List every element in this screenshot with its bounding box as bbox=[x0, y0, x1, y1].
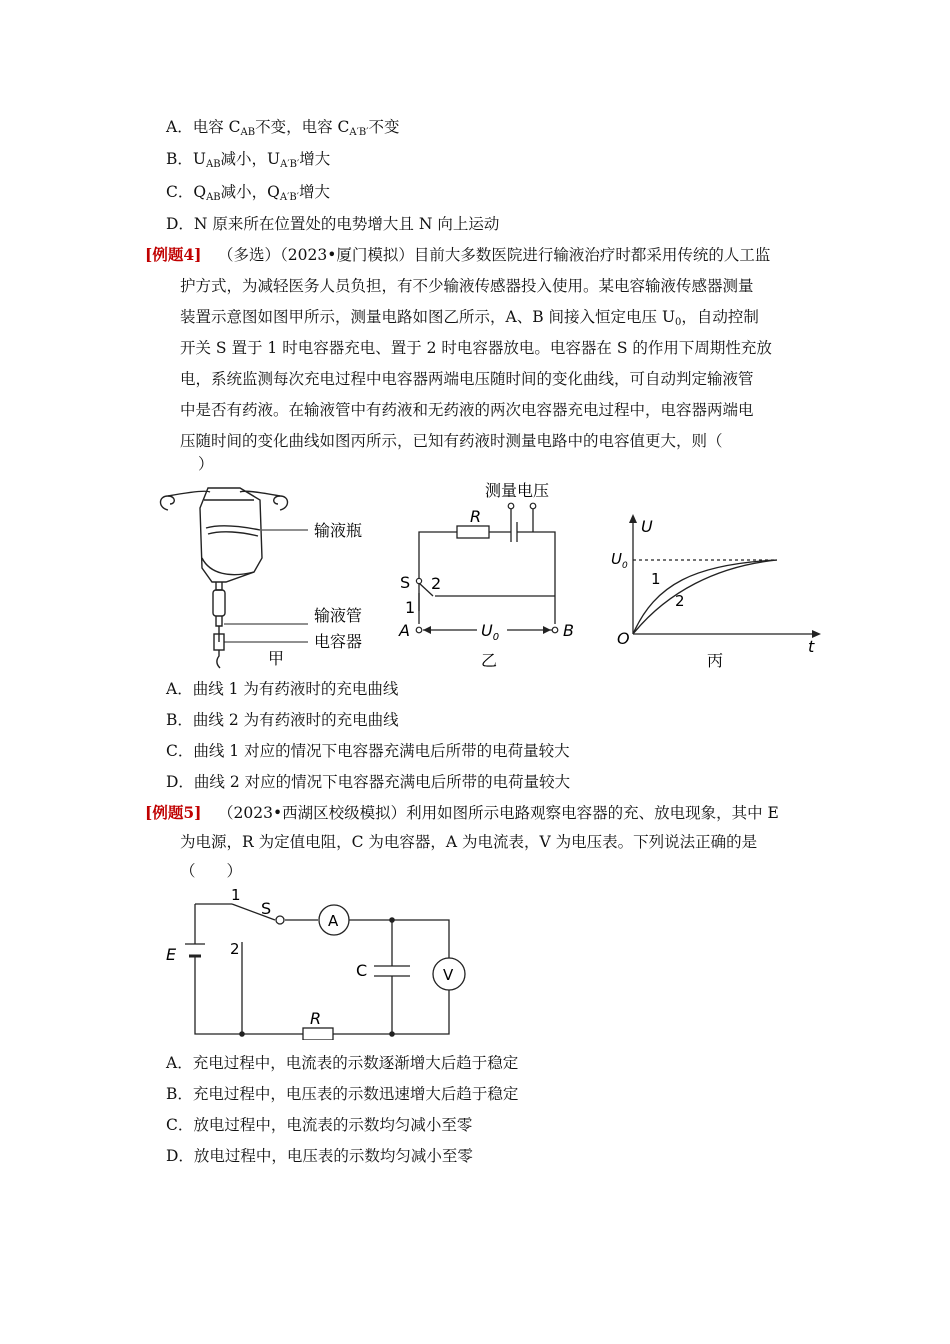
q4-line5: 电，系统监测每次充电过程中电容器两端电压随时间的变化曲线，可自动判定输液管 bbox=[180, 370, 754, 388]
label-q5-c: C bbox=[356, 961, 368, 980]
q4-line7: 压随时间的变化曲线如图丙所示，已知有药液时测量电路中的电容值更大，则（ bbox=[180, 432, 723, 450]
drip-chamber bbox=[213, 590, 225, 616]
label-1: 1 bbox=[405, 598, 416, 617]
figure-bing-voltage-time-graph bbox=[605, 512, 830, 674]
label-b: B bbox=[563, 621, 574, 640]
figure-q5-charging-circuit bbox=[160, 884, 480, 1040]
label-u-axis: U bbox=[641, 517, 653, 536]
label-u0: $U_0$ bbox=[481, 621, 500, 643]
arrow-right bbox=[543, 626, 551, 634]
label-origin: O bbox=[617, 629, 630, 648]
hanger-hook-right bbox=[274, 496, 288, 510]
label-2: 2 bbox=[431, 574, 442, 593]
hanger-hook-left bbox=[161, 496, 175, 510]
label-curve-2: 2 bbox=[675, 592, 685, 610]
label-t-axis: t bbox=[808, 637, 815, 656]
terminal-a bbox=[416, 627, 422, 633]
q5-line3: （ ） bbox=[180, 862, 243, 880]
q3-option-a: A．电容 $C_{AB}$不变，电容 $C_{A'B'}$不变 bbox=[166, 118, 400, 138]
q3-option-c: C．$Q_{AB}$减小，$Q_{A'B'}$增大 bbox=[166, 183, 331, 203]
label-capacitor: 电容器 bbox=[314, 632, 363, 651]
figure-yi-measuring-circuit bbox=[395, 478, 595, 673]
label-q5-1: 1 bbox=[231, 886, 241, 904]
label-q5-2: 2 bbox=[230, 940, 240, 958]
label-r: R bbox=[470, 507, 482, 526]
q5-line2: 为电源，R 为定值电阻，C 为电容器，A 为电流表，V 为电压表。下列说法正确的是 bbox=[180, 833, 758, 851]
junction-bottom-left bbox=[239, 1031, 245, 1037]
q5-option-b: B．充电过程中，电压表的示数迅速增大后趋于稳定 bbox=[166, 1085, 519, 1103]
q5-option-c: C．放电过程中，电流表的示数均匀减小至零 bbox=[166, 1116, 473, 1134]
label-q5-a: A bbox=[328, 912, 339, 930]
label-s: S bbox=[400, 573, 411, 592]
junction-bottom-right bbox=[389, 1031, 395, 1037]
switch-pivot bbox=[416, 578, 421, 583]
q4-tag: [例题4] bbox=[145, 245, 202, 264]
q4-line2: 护方式，为减轻医务人员负担，有不少输液传感器投入使用。某电容输液传感器测量 bbox=[180, 277, 754, 295]
caption-yi: 乙 bbox=[481, 651, 498, 670]
label-a: A bbox=[399, 621, 410, 640]
label-bottle: 输液瓶 bbox=[314, 521, 363, 540]
junction-top bbox=[389, 917, 395, 923]
label-tube: 输液管 bbox=[314, 606, 363, 625]
caption-jia: 甲 bbox=[268, 649, 285, 668]
q3-option-b: B．$U_{AB}$减小，$U_{A'B'}$增大 bbox=[166, 150, 331, 170]
u-axis-arrow bbox=[629, 514, 637, 523]
terminal-b bbox=[552, 627, 558, 633]
q4-option-a: A．曲线 1 为有药液时的充电曲线 bbox=[166, 680, 399, 698]
q5-option-d: D．放电过程中，电压表的示数均匀减小至零 bbox=[166, 1147, 473, 1165]
label-q5-r: R bbox=[310, 1009, 322, 1028]
terminal-left bbox=[508, 503, 514, 509]
label-q5-v: V bbox=[443, 966, 454, 984]
figure-jia-infusion-diagram bbox=[150, 478, 380, 673]
label-u0-tick: $U_0$ bbox=[611, 550, 628, 571]
label-q5-s: S bbox=[261, 899, 272, 918]
q4-line1: （多选）（2023•厦门模拟）目前大多数医院进行输液治疗时都采用传统的人工监 bbox=[218, 246, 771, 264]
resistor-r-q5 bbox=[303, 1028, 333, 1040]
q4-line4: 开关 S 置于 1 时电容器充电、置于 2 时电容器放电。电容器在 S 的作用下周期性充放 bbox=[180, 339, 772, 357]
q3-option-d: D．N 原来所在位置处的电势增大且 N 向上运动 bbox=[166, 215, 500, 233]
q4-option-b: B．曲线 2 为有药液时的充电曲线 bbox=[166, 711, 399, 729]
switch-contact bbox=[276, 916, 284, 924]
q4-line6: 中是否有药液。在输液管中有药液和无药液的两次电容器充电过程中，电容器两端电 bbox=[180, 401, 754, 419]
q5-line1: （2023•西湖区校级模拟）利用如图所示电路观察电容器的充、放电现象，其中 E bbox=[218, 804, 779, 822]
q4-line8: ） bbox=[198, 455, 214, 473]
q4-line3: 装置示意图如图甲所示，测量电路如图乙所示，A、B 间接入恒定电压 $U_0$，自动控制 bbox=[180, 308, 759, 328]
label-measure-voltage: 测量电压 bbox=[485, 481, 550, 500]
arrow-left bbox=[423, 626, 431, 634]
q4-option-d: D．曲线 2 对应的情况下电容器充满电后所带的电荷量较大 bbox=[166, 773, 571, 791]
q4-option-c: C．曲线 1 对应的情况下电容器充满电后所带的电荷量较大 bbox=[166, 742, 570, 760]
terminal-right bbox=[530, 503, 536, 509]
resistor-r bbox=[457, 526, 489, 538]
label-curve-1: 1 bbox=[651, 570, 661, 588]
q5-tag: [例题5] bbox=[145, 803, 202, 822]
label-q5-e: E bbox=[166, 945, 177, 964]
caption-bing: 丙 bbox=[707, 651, 724, 670]
q5-option-a: A．充电过程中，电流表的示数逐渐增大后趋于稳定 bbox=[166, 1054, 519, 1072]
